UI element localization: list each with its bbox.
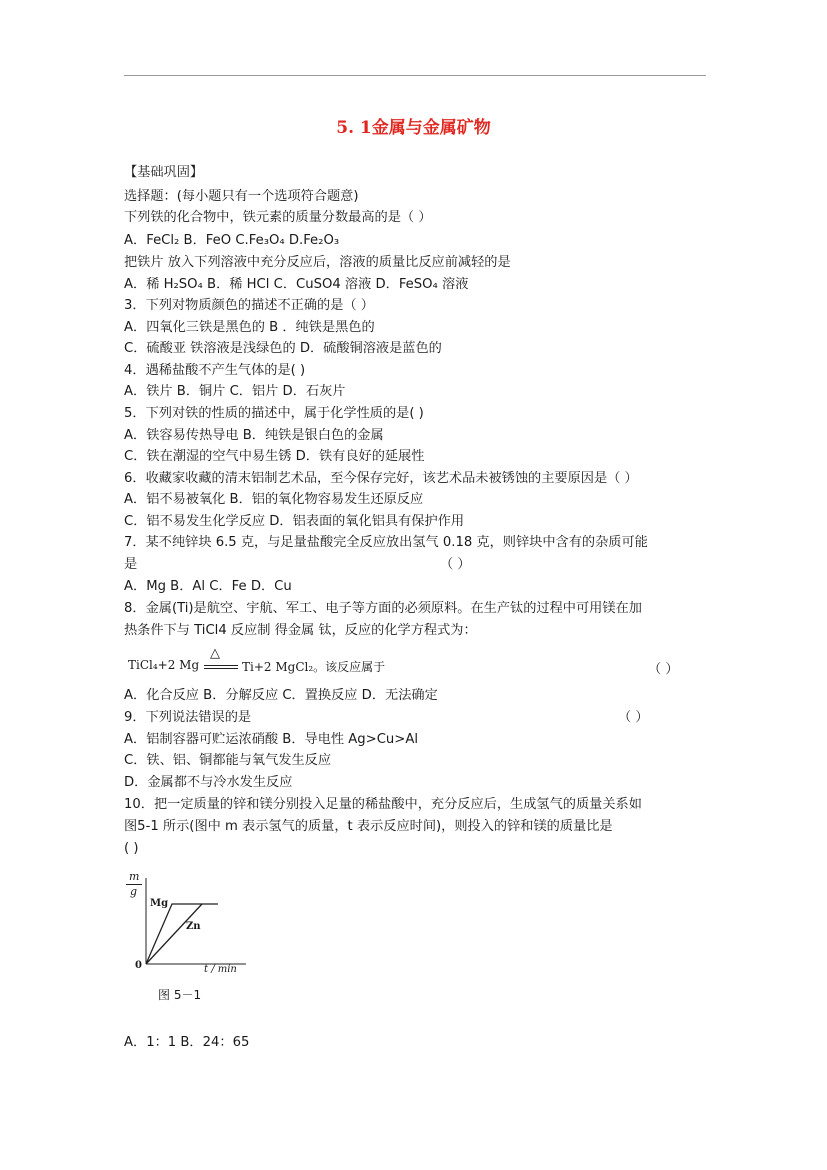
equation-arrow xyxy=(204,665,238,666)
series-label-zn: Zn xyxy=(186,921,201,932)
q8-options: A．化合反应 B．分解反应 C．置换反应 D．无法确定 xyxy=(124,688,438,703)
origin-label: 0 xyxy=(135,960,142,971)
q10-stem: 10．把一定质量的锌和镁分别投入足量的稀盐酸中，充分反应后，生成氢气的质量关系如 xyxy=(124,797,642,812)
q9-option-d: D．金属都不与冷水发生反应 xyxy=(124,775,293,790)
q6-options-cd: C．铝不易发生化学反应 D．铝表面的氧化铝具有保护作用 xyxy=(124,514,465,529)
q8-equation xyxy=(124,646,564,682)
y-label-g: g xyxy=(130,885,138,898)
q10-stem-paren: ( ) xyxy=(124,841,139,856)
q3-options-cd: C．硫酸亚 铁溶液是浅绿色的 D．硫酸铜溶液是蓝色的 xyxy=(124,341,442,356)
figure-caption: 图 5－1 xyxy=(158,988,202,1002)
page-title: 5. 1金属与金属矿物 xyxy=(336,118,491,138)
q6-stem: 6．收藏家收藏的清末铝制艺术品，至今保存完好，该艺术品未被锈蚀的主要原因是（ ） xyxy=(124,471,638,486)
q2-stem: 把铁片 放入下列溶液中充分反应后，溶液的质量比反应前减轻的是 xyxy=(124,255,511,270)
q10-stem-cont: 图5-1 所示(图中 m 表示氢气的质量，t 表示反应时间)，则投入的锌和镁的质量比是 xyxy=(124,819,613,834)
q3-options-ab: A．四氧化三铁是黑色的 B ．纯铁是黑色的 xyxy=(124,320,375,335)
q8-answer-paren: （ ） xyxy=(648,662,679,677)
q7-options: A．Mg B．Al C．Fe D．Cu xyxy=(124,579,292,594)
x-axis-label: t / min xyxy=(204,964,237,975)
q1-stem: 下列铁的化合物中，铁元素的质量分数最高的是（ ） xyxy=(124,210,432,225)
q6-options-ab: A．铝不易被氧化 B．铝的氧化物容易发生还原反应 xyxy=(124,492,424,507)
q8-stem: 8．金属(Ti)是航空、宇航、军工、电子等方面的必须原料。在生产钛的过程中可用镁在加 xyxy=(124,601,642,616)
heat-condition-symbol: △ xyxy=(210,646,220,661)
equation-arrow-second xyxy=(204,668,238,669)
q7-stem: 7．某不纯锌块 6.5 克，与足量盐酸完全反应放出氢气 0.18 克，则锌块中含有的杂质可能 xyxy=(124,535,648,550)
q1-options: A．FeCl₂ B．FeO C.Fe₃O₄ D.Fe₂O₃ xyxy=(124,233,340,248)
equation-products: Ti+2 MgCl₂。该反应属于 xyxy=(242,660,386,674)
figure-5-1 xyxy=(124,868,254,1008)
q3-stem: 3．下列对物质颜色的描述不正确的是（ ） xyxy=(124,298,374,313)
q5-options-ab: A．铁容易传热导电 B．纯铁是银白色的金属 xyxy=(124,428,384,443)
series-label-mg: Mg xyxy=(150,898,169,909)
q9-options-ab: A．铝制容器可贮运浓硝酸 B．导电性 Ag>Cu>Al xyxy=(124,732,419,747)
q2-options: A．稀 H₂SO₄ B．稀 HCl C．CuSO4 溶液 D．FeSO₄ 溶液 xyxy=(124,277,469,292)
q7-answer-paren: （ ） xyxy=(440,557,471,572)
q4-stem: 4．遇稀盐酸不产生气体的是( ) xyxy=(124,363,306,378)
q9-answer-paren: （ ） xyxy=(618,710,649,725)
q4-options: A．铁片 B．铜片 C．铝片 D．石灰片 xyxy=(124,384,346,399)
q9-option-c: C．铁、铝、铜都能与氧气发生反应 xyxy=(124,753,332,768)
zn-line xyxy=(146,904,202,964)
q5-options-cd: C．铁在潮湿的空气中易生锈 D．铁有良好的延展性 xyxy=(124,449,425,464)
mg-line xyxy=(146,904,218,964)
q10-options: A．1：1 B．24：65 xyxy=(124,1035,250,1050)
q8-stem-cont: 热条件下与 TiCl4 反应制 得金属 钛，反应的化学方程式为： xyxy=(124,623,477,638)
section-heading: 【基础巩固】 xyxy=(124,165,204,180)
q9-stem: 9．下列说法错误的是 xyxy=(124,710,252,725)
q7-stem-cont: 是 xyxy=(124,557,138,572)
instruction: 选择题：(每小题只有一个选项符合题意) xyxy=(124,189,359,204)
y-label-m: m xyxy=(129,870,140,883)
equation-reactants: TiCl₄+2 Mg xyxy=(128,658,200,672)
q5-stem: 5．下列对铁的性质的描述中，属于化学性质的是( ) xyxy=(124,406,424,421)
header-rule xyxy=(124,75,706,76)
